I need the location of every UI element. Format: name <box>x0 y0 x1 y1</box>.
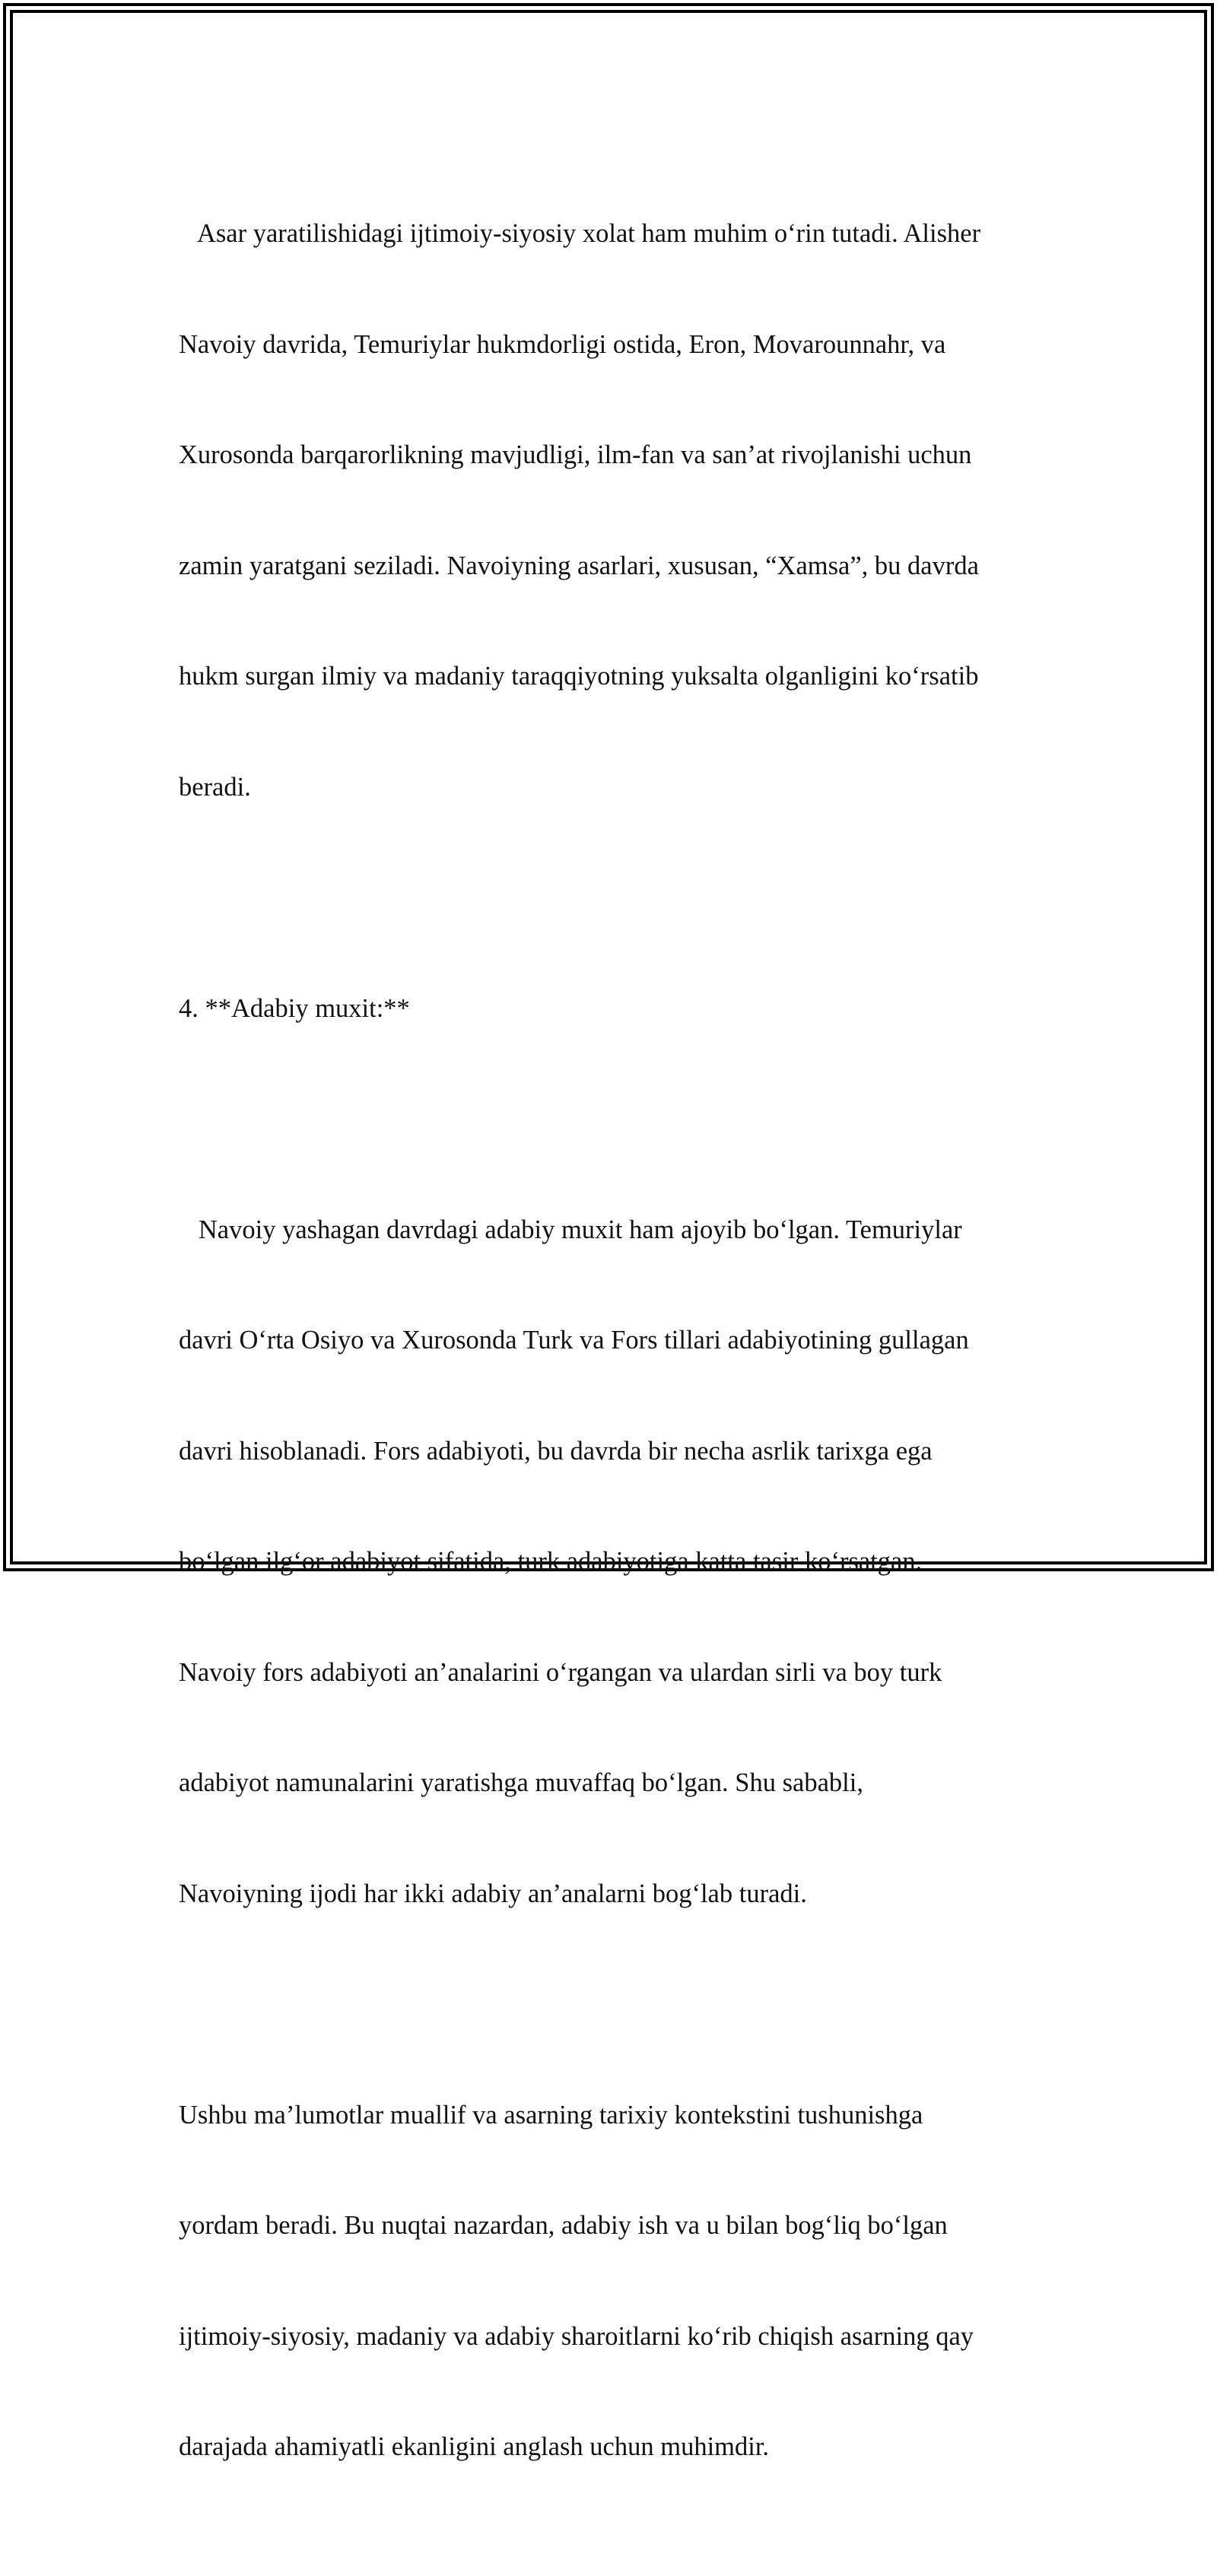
paragraph-sociopolitical-context <box>179 141 1038 879</box>
text-line: Asar yaratilishidagi ijtimoiy-siyosiy xolat ham muhim oʻrin tutadi. Alisher <box>179 219 981 248</box>
paragraph-conclusion <box>179 2023 1038 2539</box>
text-line: ijtimoiy-siyosiy, madaniy va adabiy sharoitlarni koʻrib chiqish asarning qay <box>179 2321 974 2351</box>
text-line: Ushbu ma’lumotlar muallif va asarning tarixiy kontekstini tushunishga <box>179 2100 923 2130</box>
text-line: darajada ahamiyatli ekanligini anglash uchun muhimdir. <box>179 2432 770 2461</box>
text-line: davri Oʻrta Osiyo va Xurosonda Turk va Fors tillari adabiyotining gullagan <box>179 1326 969 1355</box>
section-heading-adabiy-muxit <box>179 916 1038 1101</box>
text-line: Navoiy yashagan davrdagi adabiy muxit ham ajoyib boʻlgan. Temuriylar <box>179 1215 962 1244</box>
text-line: adabiyot namunalarini yaratishga muvaffaq boʻlgan. Shu sababli, <box>179 1768 863 1797</box>
text-line: zamin yaratgani seziladi. Navoiyning asarlari, xususan, “Xamsa”, bu davrda <box>179 551 979 580</box>
document-body <box>179 141 1038 2576</box>
text-line: Navoiyning ijodi har ikki adabiy an’analarni bogʻlab turadi. <box>179 1879 807 1908</box>
text-line: Navoiy davrida, Temuriylar hukmdorligi ostida, Eron, Movarounnahr, va <box>179 329 946 359</box>
text-line: Navoiy fors adabiyoti an’analarini oʻrgangan va ulardan sirli va boy turk <box>179 1657 942 1687</box>
text-line: yordam beradi. Bu nuqtai nazardan, adabiy ish va u bilan bogʻliq boʻlgan <box>179 2211 948 2240</box>
heading-text: 4. **Adabiy muxit:** <box>179 993 410 1023</box>
text-line: boʻlgan ilgʻor adabiyot sifatida, turk adabiyotiga katta tasir koʻrsatgan. <box>179 1547 923 1576</box>
text-line: davri hisoblanadi. Fors adabiyoti, bu davrda bir necha asrlik tarixga ega <box>179 1436 933 1466</box>
text-line: hukm surgan ilmiy va madaniy taraqqiyotning yuksalta olganligini koʻrsatib <box>179 662 979 691</box>
paragraph-literary-environment <box>179 1138 1038 1987</box>
text-line: beradi. <box>179 772 251 802</box>
text-line: Xurosonda barqarorlikning mavjudligi, ilm-fan va san’at rivojlanishi uchun <box>179 440 972 469</box>
